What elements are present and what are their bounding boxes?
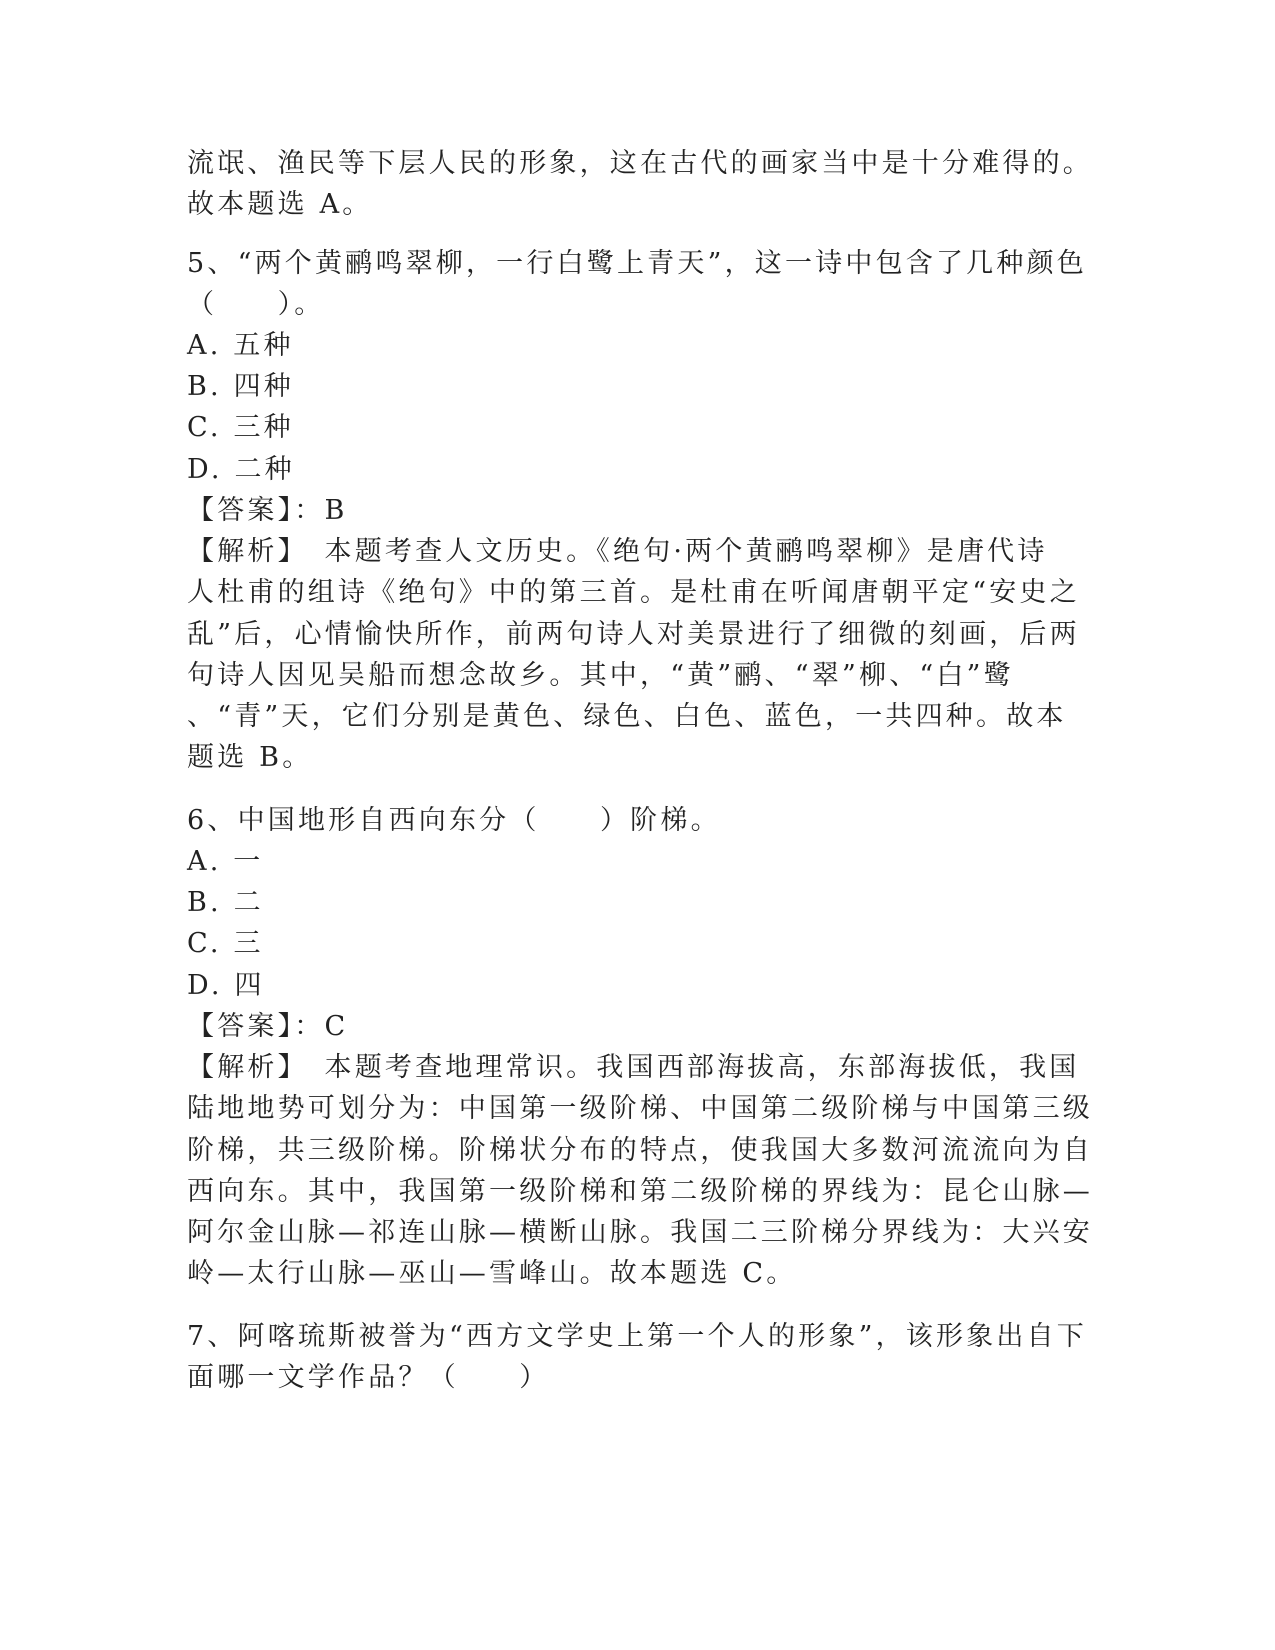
question-5-option-c: C. 三种 <box>187 412 294 443</box>
question-5-stem: 5、“两个黄鹂鸣翠柳，一行白鹭上青天”，这一诗中包含了几种颜色 <box>187 248 1087 279</box>
question-5-analysis: 题选 B。 <box>187 742 313 773</box>
question-5-option-b: B. 四种 <box>187 371 295 402</box>
question-6-analysis: 陆地地势可划分为：中国第一级阶梯、中国第二级阶梯与中国第三级 <box>187 1093 1093 1124</box>
question-5-stem: （ ）。 <box>187 289 325 320</box>
question-6-option-c: C. 三 <box>187 928 264 959</box>
question-6-answer: 【答案】：C <box>187 1011 349 1042</box>
question-5-answer: 【答案】：B <box>187 495 348 526</box>
question-6-analysis: 阶梯，共三级阶梯。阶梯状分布的特点，使我国大多数河流流向为自 <box>187 1135 1093 1166</box>
question-5-analysis: 、“青”天，它们分别是黄色、绿色、白色、蓝色，一共四种。故本 <box>187 701 1067 732</box>
question-7-stem: 7、阿喀琉斯被誉为“西方文学史上第一个人的形象”，该形象出自下 <box>187 1321 1087 1352</box>
question-5-analysis: 人杜甫的组诗《绝句》中的第三首。是杜甫在听闻唐朝平定“安史之 <box>187 577 1080 608</box>
question-6-analysis: 西向东。其中，我国第一级阶梯和第二级阶梯的界线为：昆仑山脉— <box>187 1176 1093 1207</box>
question-7-stem: 面哪一文学作品？（ ） <box>187 1362 550 1393</box>
intro-line: 流氓、渔民等下层人民的形象，这在古代的画家当中是十分难得的。 <box>187 148 1093 179</box>
question-6-analysis: 【解析】 本题考查地理常识。我国西部海拔高，东部海拔低，我国 <box>187 1052 1080 1083</box>
question-6-analysis: 阿尔金山脉—祁连山脉—横断山脉。我国二三阶梯分界线为：大兴安 <box>187 1217 1093 1248</box>
question-6-option-d: D. 四 <box>187 970 265 1001</box>
question-6-analysis: 岭—太行山脉—巫山—雪峰山。故本题选 C。 <box>187 1258 797 1289</box>
question-5-analysis: 句诗人因见吴船而想念故乡。其中，“黄”鹂、“翠”柳、“白”鹭 <box>187 660 1014 691</box>
question-6-stem: 6、中国地形自西向东分（ ）阶梯。 <box>187 805 721 836</box>
question-5-option-a: A. 五种 <box>187 330 294 361</box>
intro-line: 故本题选 A。 <box>187 189 373 220</box>
question-5-option-d: D. 二种 <box>187 454 295 485</box>
question-5-analysis: 【解析】 本题考查人文历史。《绝句·两个黄鹂鸣翠柳》是唐代诗 <box>187 536 1048 567</box>
question-5-analysis: 乱”后，心情愉快所作，前两句诗人对美景进行了细微的刻画，后两 <box>187 619 1080 650</box>
question-6-option-a: A. 一 <box>187 846 264 877</box>
question-6-option-b: B. 二 <box>187 887 264 918</box>
